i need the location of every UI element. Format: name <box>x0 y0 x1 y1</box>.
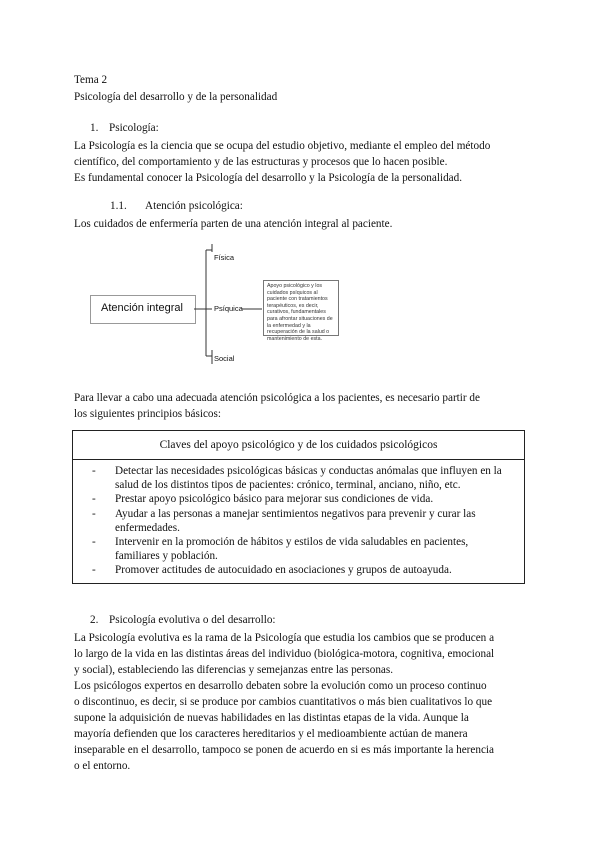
section1-line-3: Es fundamental conocer la Psicología del desarrollo y la Psicología de la personalidad. <box>74 172 463 184</box>
section2-line-5: o discontinuo, es decir, si se produce por cambios cuantitativos o más bien cualitativos lo que <box>74 696 493 708</box>
bullet: - <box>92 465 96 477</box>
section2-line-4: Los psicólogos expertos en desarrollo debaten sobre la evolución como un proceso continuo <box>74 680 487 692</box>
table-item-text: Detectar las necesidades psicológicas básicas y conductas anómalas que influyen en la salud de los distintos tipos de pacientes: crónico, terminal, anciano, niño, etc. <box>115 465 502 491</box>
section2-line-1: La Psicología evolutiva es la rama de la Psicología que estudia los cambios que se producen a <box>74 632 495 644</box>
principles-table <box>72 430 525 584</box>
section2-line-9: o el entorno. <box>74 760 131 772</box>
diagram-note: Apoyo psicológico y los cuidados psíquicos al paciente con tratamientos terapéuticos, es decir, curativos, fundamentales para afrontar situaciones de la enfermedad y la recuperación de la salud o mantenimiento de esta. <box>263 280 339 336</box>
table-item-text: Ayudar a las personas a manejar sentimientos negativos para prevenir y curar las enfermedades. <box>115 508 476 534</box>
section2-number: 2. <box>90 614 99 626</box>
diagram-branch-social: Social <box>214 354 235 363</box>
section2-line-7: mayoría defienden que los caracteres hereditarios y el medioambiente actúan de manera <box>74 728 468 740</box>
diagram-branch-psiquica: Psíquica <box>214 304 243 313</box>
section2-line-3: y social), estableciendo las diferencias y semejanzas entre las personas. <box>74 664 394 676</box>
section2-line-6: supone la adquisición de nuevas habilidades en las distintas etapas de la vida. Aunque la <box>74 712 469 724</box>
section2-line-8: inseparable en el desarrollo, tampoco se ponen de acuerdo en si es más importante la herencia <box>74 744 494 756</box>
section1-1-line: Los cuidados de enfermería parten de una atención integral al paciente. <box>74 218 393 230</box>
table-intro-line-1: Para llevar a cabo una adecuada atención psicológica a los pacientes, es necesario partir de <box>74 392 480 404</box>
table-title: Claves del apoyo psicológico y de los cuidados psicológicos <box>73 431 524 460</box>
section1-1-heading: Atención psicológica: <box>145 200 243 212</box>
section2-line-2: lo largo de la vida en las distintas áreas del individuo (biológica-motora, cognitiva, emocional <box>74 648 495 660</box>
table-item-text: Promover actitudes de autocuidado en asociaciones y grupos de autoayuda. <box>115 564 452 576</box>
page-title: Psicología del desarrollo y de la personalidad <box>74 91 278 103</box>
table-intro-line-2: los siguientes principios básicos: <box>74 408 221 420</box>
section1-line-1: La Psicología es la ciencia que se ocupa del estudio objetivo, mediante el empleo del método <box>74 140 491 152</box>
diagram-branch-fisica: Física <box>214 253 235 262</box>
bullet: - <box>92 536 96 548</box>
table-item-text: Prestar apoyo psicológico básico para mejorar sus condiciones de vida. <box>115 493 434 505</box>
section1-1-number: 1.1. <box>110 200 127 212</box>
section1-line-2: científico, del comportamiento y de las estructuras y procesos que lo hacen posible. <box>74 156 448 168</box>
bullet: - <box>92 493 96 505</box>
bullet: - <box>92 564 96 576</box>
diagram-root-label: Atención integral <box>101 302 183 314</box>
topic-label: Tema 2 <box>74 74 108 86</box>
table-item-text: Intervenir en la promoción de hábitos y estilos de vida saludables en pacientes, familiares y población. <box>115 536 469 562</box>
section1-heading: Psicología: <box>109 122 159 134</box>
section1-number: 1. <box>90 122 99 134</box>
bullet: - <box>92 508 96 520</box>
section2-heading: Psicología evolutiva o del desarrollo: <box>109 614 276 626</box>
